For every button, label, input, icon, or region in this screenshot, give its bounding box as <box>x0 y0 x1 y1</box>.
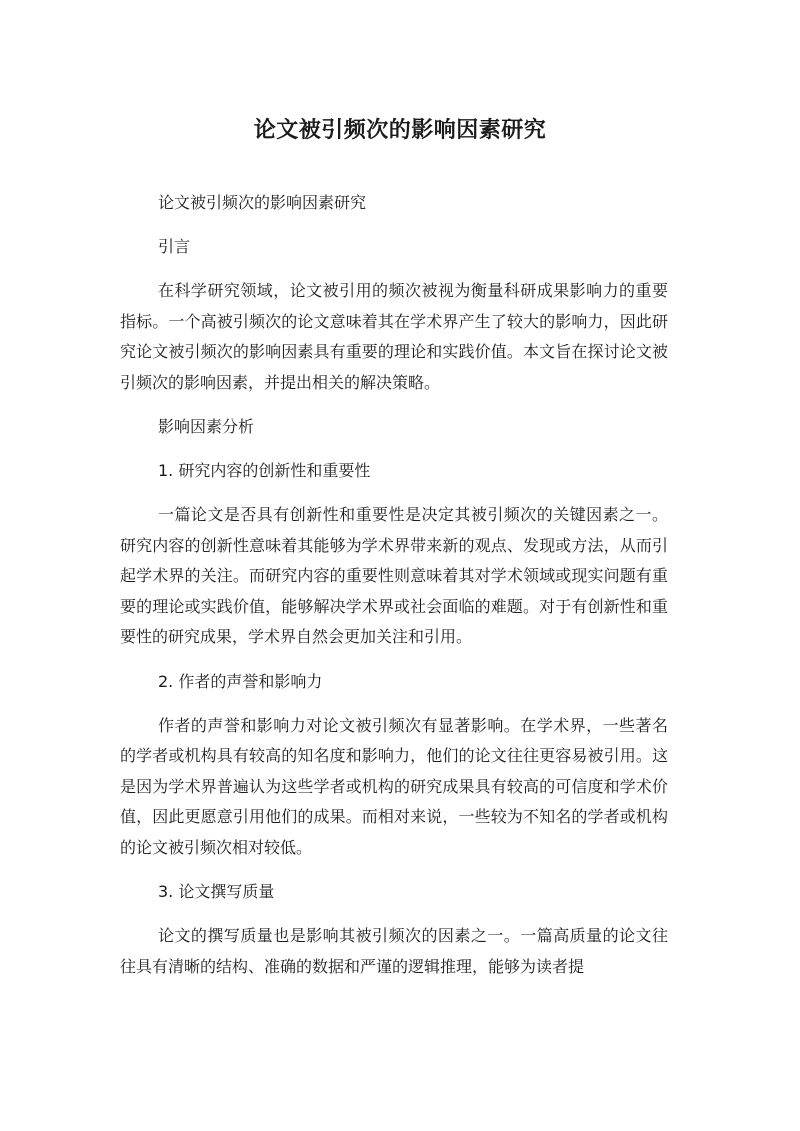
subtitle-line: 论文被引频次的影响因素研究 <box>158 193 367 212</box>
intro-paragraph: 在科学研究领域，论文被引用的频次被视为衡量科研成果影响力的重要指标。一个高被引频次的论文意味着其在学术界产生了较大的影响力，因此研究论文被引频次的影响因素具有重要的理论和实践价值。本文旨在探讨论文被引频次的影响因素，并提出相关的解决策略。 <box>120 281 668 392</box>
section-1-heading: 1. 研究内容的创新性和重要性 <box>158 461 371 480</box>
document-body <box>120 188 668 996</box>
section-3-paragraph: 论文的撰写质量也是影响其被引频次的因素之一。一篇高质量的论文往往具有清晰的结构、准确的数据和严谨的逻辑推理，能够为读者提 <box>120 926 668 976</box>
document-title: 论文被引频次的影响因素研究 <box>253 118 547 143</box>
section-1-paragraph: 一篇论文是否具有创新性和重要性是决定其被引频次的关键因素之一。研究内容的创新性意味着其能够为学术界带来新的观点、发现或方法，从而引起学术界的关注。而研究内容的重要性则意味着其对学术领域或现实问题有重要的理论或实践价值，能够解决学术界或社会面临的难题。对于有创新性和重要性的研究成果，学术界自然会更加关注和引用。 <box>120 505 668 646</box>
section-2-paragraph: 作者的声誉和影响力对论文被引频次有显著影响。在学术界，一些著名的学者或机构具有较高的知名度和影响力，他们的论文往往更容易被引用。这是因为学术界普遍认为这些学者或机构的研究成果具有较高的可信度和学术价值，因此更愿意引用他们的成果。而相对来说，一些较为不知名的学者或机构的论文被引频次相对较低。 <box>120 715 668 857</box>
analysis-heading: 影响因素分析 <box>158 417 255 436</box>
section-3-heading: 3. 论文撰写质量 <box>158 882 275 901</box>
section-2-heading: 2. 作者的声誉和影响力 <box>158 671 323 691</box>
intro-heading: 引言 <box>158 237 191 256</box>
